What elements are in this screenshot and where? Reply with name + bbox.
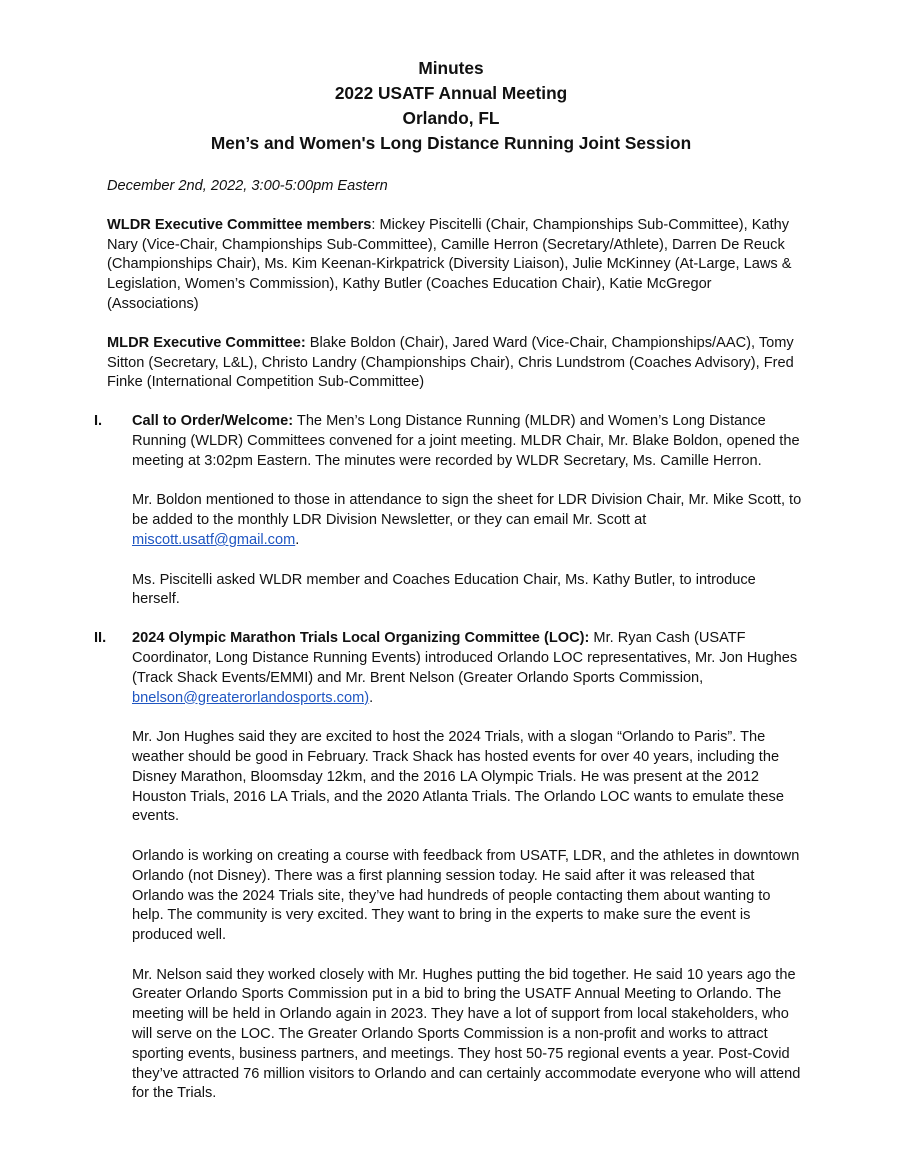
section-heading-text: Mr. Ryan Cash (USATF Coordinator, Long Distance Running Events) introduced Orlando LOC representatives, Mr. Jon Hughes (Track Shack Events/EMMI) and Mr. Brent Nelson (Greater Orlando Sports Commission, bbox=[132, 630, 798, 686]
paragraph-text: Mr. Boldon mentioned to those in attendance to sign the sheet for LDR Division Chair, Mr. Mike Scott, to be added to the monthly LDR Division Newsletter, or they can email Mr. Scott at bbox=[132, 492, 802, 529]
section-call-to-order bbox=[94, 412, 804, 610]
section-heading-text: The Men’s Long Distance Running (MLDR) and Women’s Long Distance Running (WLDR) Committees convened for a joint meeting. MLDR Chair, Mr. Blake Boldon, opened the meeting at 3:02pm Eastern. The minutes were recorded by WLDR Secretary, Ms. Camille Herron. bbox=[132, 413, 800, 469]
mldr-committee-members bbox=[107, 334, 804, 393]
section-paragraph: Orlando is working on creating a course with feedback from USATF, LDR, and the athletes in downtown Orlando (not Disney). There was a first planning session today. He said after it was released that Orlando was the 2024 Trials site, they’ve had hundreds of people contacting them about wanting to help. The community is very excited. They want to bring in the experts to make sure the event is produced well. bbox=[132, 847, 800, 944]
section-heading: 2024 Olympic Marathon Trials Local Organizing Committee (LOC): bbox=[132, 630, 590, 647]
email-link[interactable]: miscott.usatf@gmail.com bbox=[132, 531, 296, 548]
section-numeral: I. bbox=[94, 413, 103, 430]
title-line-location: Orlando, FL bbox=[402, 108, 500, 128]
title-line-minutes: Minutes bbox=[418, 58, 484, 78]
section-paragraph: Mr. Nelson said they worked closely with Mr. Hughes putting the bid together. He said 10 years ago the Greater Orlando Sports Commission put in a bid to bring the USATF Annual Meeting to Orlando. The meeting will be held in Orlando again in 2023. They have a lot of support from local stakeholders, who will serve on the LOC. The Greater Orlando Sports Commission is a non-profit and works to attract sporting events, business partners, and meetings. They host 50-75 regional events a year. Post-Covid they’ve attracted 76 million visitors to Orlando and can certainly accommodate everyone who will attend for the Trials. bbox=[132, 966, 801, 1102]
section-paragraph bbox=[132, 629, 804, 708]
section-olympic-trials-loc bbox=[94, 629, 804, 1104]
section-numeral: II. bbox=[94, 630, 107, 647]
section-paragraph: Ms. Piscitelli asked WLDR member and Coaches Education Chair, Ms. Kathy Butler, to introduce herself. bbox=[132, 571, 756, 608]
wldr-members-text: : Mickey Piscitelli (Chair, Championships Sub-Committee), Kathy Nary (Vice-Chair, Championships Sub-Committee), Camille Herron (Secretary/Athlete), Darren De Reuck (Championships Chair), Ms. Kim Keenan-Kirkpatrick (Diversity Liaison), Julie McKinney (At-Large, Laws & Legislation, Women’s Commission), Kathy Butler (Coaches Education Chair), Katie McGregor (Associations) bbox=[107, 216, 792, 312]
paragraph-text: . bbox=[369, 689, 374, 706]
section-heading: Call to Order/Welcome: bbox=[132, 413, 294, 430]
title-line-meeting: 2022 USATF Annual Meeting bbox=[334, 83, 568, 103]
wldr-label: WLDR Executive Committee members bbox=[107, 216, 372, 233]
section-paragraph: Mr. Jon Hughes said they are excited to host the 2024 Trials, with a slogan “Orlando to Paris”. The weather should be good in February. Track Shack has hosted events for over 40 years, including the Disney Marathon, Bloomsday 12km, and the 2016 LA Olympic Trials. He was present at the 2012 Houston Trials, 2016 LA Trials, and the 2020 Atlanta Trials. The Orlando LOC wants to emulate these events. bbox=[132, 729, 784, 825]
section-paragraph bbox=[132, 412, 804, 471]
wldr-committee-members bbox=[107, 216, 804, 315]
section-paragraph bbox=[132, 491, 804, 550]
paragraph-text: . bbox=[295, 531, 300, 548]
document-title bbox=[97, 56, 805, 156]
mldr-members-text: Blake Boldon (Chair), Jared Ward (Vice-Chair, Championships/AAC), Tomy Sitton (Secretary, L&L), Christo Landry (Championships Chair), Chris Lundstrom (Coaches Advisory), Fred Finke (International Competition Sub-Committee) bbox=[107, 334, 794, 391]
email-link[interactable]: bnelson@greaterorlandosports.com) bbox=[132, 689, 370, 706]
meeting-date: December 2nd, 2022, 3:00-5:00pm Eastern bbox=[107, 178, 388, 194]
title-line-session: Men’s and Women's Long Distance Running Joint Session bbox=[210, 133, 692, 153]
mldr-label: MLDR Executive Committee: bbox=[107, 334, 306, 351]
